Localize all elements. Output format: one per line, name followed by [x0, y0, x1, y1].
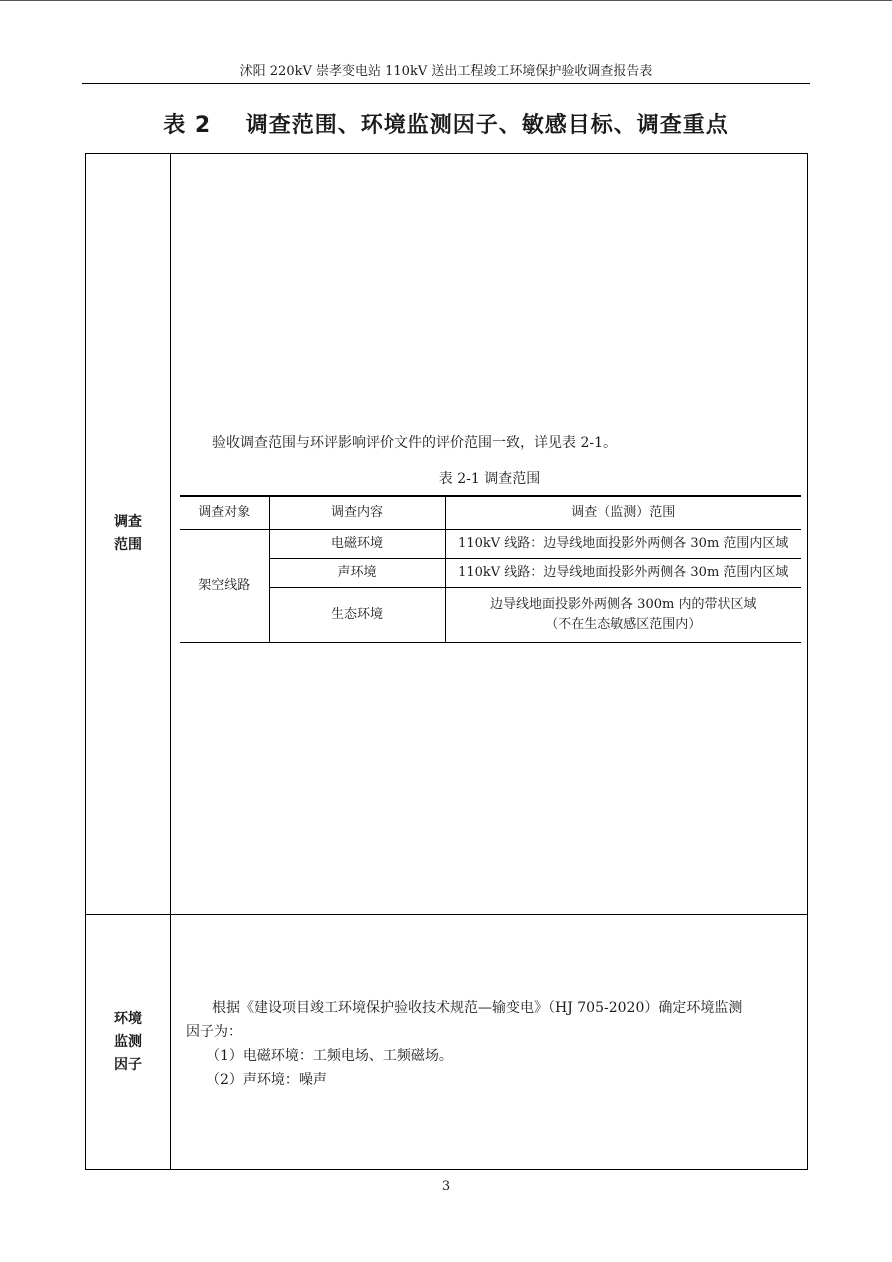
factors-content-cell — [172, 915, 807, 1170]
col-header-range: 调查（监测）范围 — [571, 504, 676, 520]
cell-range: 边导线地面投影外两侧各 300m 内的带状区域 — [490, 596, 757, 612]
scope-label: 调查 范围 — [114, 514, 142, 553]
page-top-edge — [0, 0, 892, 1]
scope-intro-text: 验收调查范围与环评影响评价文件的评价范围一致，详见表 2-1。 — [212, 435, 617, 451]
table-header-row — [180, 496, 801, 529]
cell-range-note: （不在生态敏感区范围内） — [545, 616, 702, 632]
factors-paragraph: 根据《建设项目竣工环境保护验收技术规范—输变电》（HJ 705-2020）确定环境监测 — [212, 1000, 743, 1016]
page-number: 3 — [441, 1179, 451, 1194]
subtable-caption: 表 2-1 调查范围 — [438, 471, 541, 487]
running-header: 沭阳 220kV 崇孝变电站 110kV 送出工程竣工环境保护验收调查报告表 — [82, 63, 810, 84]
cell-object: 架空线路 — [180, 529, 269, 642]
col-header-content: 调查内容 — [269, 496, 445, 529]
cell-range: 110kV 线路：边导线地面投影外两侧各 30m 范围内区域 — [458, 564, 789, 580]
factor-item-electromagnetic: （1）电磁环境：工频电场、工频磁场。 — [206, 1048, 453, 1064]
factors-paragraph-cont: 因子为： — [186, 1024, 242, 1040]
scope-label-cell — [86, 154, 171, 914]
cell-range: 110kV 线路：边导线地面投影外两侧各 30m 范围内区域 — [458, 535, 789, 551]
factors-label-cell — [86, 915, 171, 1170]
cell-content: 生态环境 — [269, 587, 445, 642]
table-row — [180, 587, 801, 642]
col-header-object: 调查对象 — [180, 496, 269, 529]
factors-label: 环境 监测 因子 — [114, 1011, 142, 1073]
scope-content-cell — [172, 154, 807, 914]
factor-item-noise: （2）声环境：噪声 — [206, 1072, 327, 1088]
form-table — [85, 153, 808, 1170]
cell-range-multiline — [445, 587, 801, 642]
cell-content: 电磁环境 — [269, 529, 445, 558]
scope-table — [180, 495, 801, 643]
page-title: 表 2 调查范围、环境监测因子、敏感目标、调查重点 — [163, 113, 729, 138]
table-row — [180, 529, 801, 558]
table-row — [180, 558, 801, 587]
cell-content: 声环境 — [269, 558, 445, 587]
